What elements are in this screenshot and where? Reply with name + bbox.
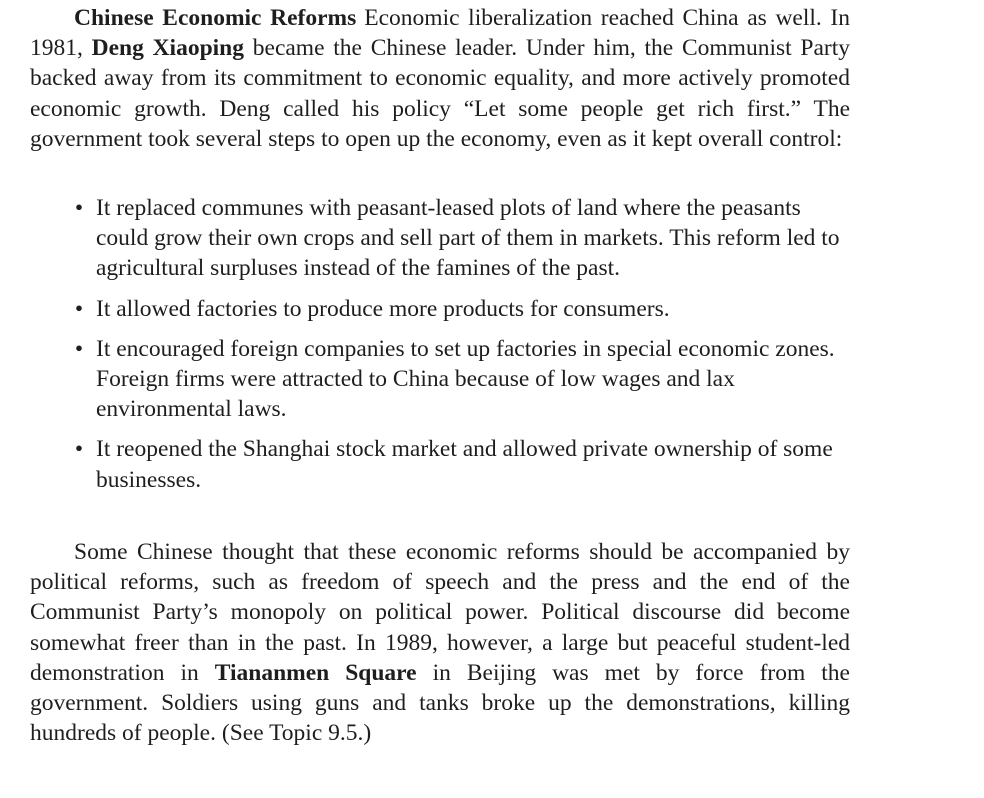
list-item (72, 334, 852, 425)
paragraph-text: in Beijing was met by force from the government. Soldiers using guns and tanks broke up the demonstrations, killing hundreds of people. (See Topic 9.5.) (30, 659, 850, 747)
bullet-icon: • (74, 436, 84, 463)
list-item (72, 294, 852, 324)
list-item-text: It reopened the Shanghai stock market and allowed private ownership of some businesses. (96, 436, 833, 493)
bullet-icon: • (74, 295, 84, 322)
paragraph-economic-reforms (30, 3, 850, 154)
bullet-icon: • (74, 195, 84, 221)
list-item-text: It allowed factories to produce more products for consumers. (96, 295, 670, 322)
key-term-tiananmen-square: Tiananmen Square (214, 659, 417, 686)
section-heading: Chinese Economic Reforms (74, 5, 357, 31)
paragraph-text: became the Chinese leader. Under him, the Communist Party backed away from its commitment to economic equality, and more actively promoted economic growth. Deng called his policy “Let some people get rich first.” The government took several steps to open up the economy, even as it kept overall control: (30, 35, 851, 152)
list-item (72, 434, 852, 494)
paragraph-text: Economic liberalization reached China as well. In 1981, (30, 5, 850, 62)
list-item-text: It replaced communes with peasant-leased plots of land where the peasants could grow their own crops and sell part of them in markets. This reform led to agricultural surpluses instead of the famines of the past. (96, 195, 840, 282)
paragraph-tiananmen (30, 537, 850, 748)
reform-steps-list (72, 193, 852, 505)
paragraph-text: Some Chinese thought that these economic reforms should be accompanied by political reforms, such as freedom of speech and the press and the end of the Communist Party’s monopoly on political power. Political discourse did become somewhat freer than in the past. In 1989, however, a large but peaceful student-led demonstration in (30, 539, 850, 686)
bullet-icon: • (74, 335, 84, 362)
list-item-text: It encouraged foreign companies to set up factories in special economic zones. Foreign firms were attracted to China because of low wages and lax environmental laws. (96, 335, 835, 423)
list-item (72, 193, 852, 284)
key-term-deng-xiaoping: Deng Xiaoping (91, 35, 245, 62)
